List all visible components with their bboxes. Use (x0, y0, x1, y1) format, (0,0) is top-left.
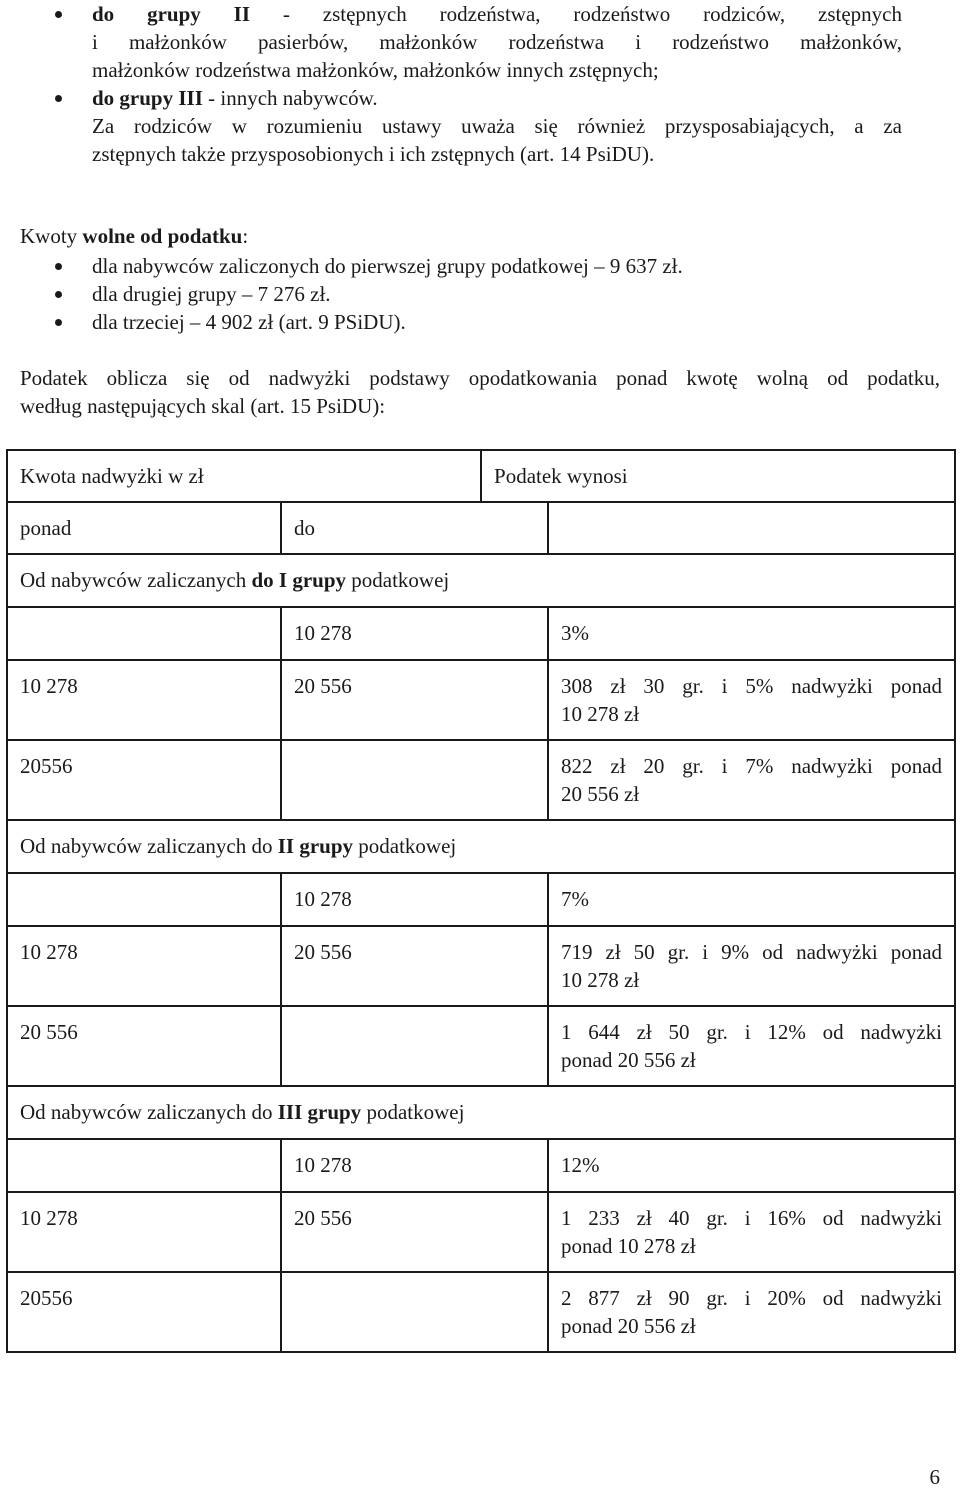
group-row-iii (7, 1086, 955, 1139)
group-ii-line-1: do grupy II - zstępnych rodzeństwa, rodzeństwo rodziców, zstępnych (92, 2, 903, 26)
cell-to: 20 556 (281, 926, 548, 1006)
scale-intro-line-2: według następujących skal (art. 15 PsiDU): (20, 394, 386, 418)
group-iii-text: do grupy III - innych nabywców. (92, 86, 378, 110)
cell-to: 10 278 (281, 607, 548, 660)
table-row (7, 873, 955, 926)
header-amount: Kwota nadwyżki w zł (7, 450, 481, 502)
allowances-heading: Kwoty wolne od podatku: (20, 224, 249, 248)
cell-over: 20556 (7, 1272, 281, 1352)
tax-scale-table (6, 449, 956, 1353)
cell-to (281, 740, 548, 820)
cell-to: 10 278 (281, 873, 548, 926)
group-ii-line-3: małżonków rodzeństwa małżonków, małżonków innych zstępnych; (92, 58, 659, 82)
col-to: do (281, 502, 548, 554)
cell-tax: 1 233 zł 40 gr. i 16% od nadwyżki ponad 10 278 zł (548, 1192, 955, 1272)
cell-over (7, 1139, 281, 1192)
table-row (7, 660, 955, 740)
cell-over (7, 607, 281, 660)
cell-to: 10 278 (281, 1139, 548, 1192)
table-row (7, 1192, 955, 1272)
cell-over: 10 278 (7, 926, 281, 1006)
list-item-allowance-2: dla drugiej grupy – 7 276 zł. (0, 280, 960, 308)
cell-over (7, 873, 281, 926)
col-over: ponad (7, 502, 281, 554)
scale-intro-line-1: Podatek oblicza się od nadwyżki podstawy opodatkowania ponad kwotę wolną od podatku, (20, 366, 940, 390)
bullet-icon (55, 291, 62, 298)
list-item-allowance-3: dla trzeciej – 4 902 zł (art. 9 PSiDU). (0, 308, 960, 336)
cell-over: 10 278 (7, 660, 281, 740)
table-row (7, 740, 955, 820)
list-item-group-iii (0, 84, 960, 112)
groups-list (0, 0, 960, 112)
cell-over: 10 278 (7, 1192, 281, 1272)
table-row (7, 1006, 955, 1086)
group-row-i (7, 554, 955, 607)
table-header-row (7, 450, 955, 502)
table-row (7, 1272, 955, 1352)
table-row (7, 1139, 955, 1192)
cell-tax: 822 zł 20 gr. i 7% nadwyżki ponad 20 556 zł (548, 740, 955, 820)
bullet-icon (55, 11, 62, 18)
table-row (7, 607, 955, 660)
list-item-allowance-1: dla nabywców zaliczonych do pierwszej grupy podatkowej – 9 637 zł. (0, 252, 960, 280)
cell-tax: 7% (548, 873, 955, 926)
table-row (7, 926, 955, 1006)
parents-note-line-2: zstępnych także przysposobionych i ich zstępnych (art. 14 PsiDU). (92, 142, 655, 166)
cell-tax: 12% (548, 1139, 955, 1192)
list-item-group-ii (0, 0, 960, 84)
table-subheader-row (7, 502, 955, 554)
cell-tax: 1 644 zł 50 gr. i 12% od nadwyżki ponad 20 556 zł (548, 1006, 955, 1086)
parents-note-line-1: Za rodziców w rozumieniu ustawy uważa się również przysposabiających, a za (92, 114, 902, 138)
group-label: Od nabywców zaliczanych do I grupy podatkowej (7, 554, 955, 607)
cell-tax: 308 zł 30 gr. i 5% nadwyżki ponad 10 278 zł (548, 660, 955, 740)
cell-tax: 719 zł 50 gr. i 9% od nadwyżki ponad 10 278 zł (548, 926, 955, 1006)
bullet-icon (55, 319, 62, 326)
page-number: 6 (929, 1465, 940, 1489)
bullet-icon (55, 263, 62, 270)
cell-to (281, 1272, 548, 1352)
group-row-ii (7, 820, 955, 873)
group-label: Od nabywców zaliczanych do II grupy podatkowej (7, 820, 955, 873)
bullet-icon (55, 95, 62, 102)
cell-tax: 3% (548, 607, 955, 660)
cell-to (281, 1006, 548, 1086)
cell-over: 20 556 (7, 1006, 281, 1086)
cell-over: 20556 (7, 740, 281, 820)
col-tax-empty (548, 502, 955, 554)
cell-to: 20 556 (281, 660, 548, 740)
cell-to: 20 556 (281, 1192, 548, 1272)
group-label: Od nabywców zaliczanych do III grupy podatkowej (7, 1086, 955, 1139)
group-ii-line-2: i małżonków pasierbów, małżonków rodzeństwa i rodzeństwo małżonków, (92, 30, 902, 54)
allowances-list (0, 252, 960, 336)
cell-tax: 2 877 zł 90 gr. i 20% od nadwyżki ponad 20 556 zł (548, 1272, 955, 1352)
header-tax: Podatek wynosi (481, 450, 955, 502)
